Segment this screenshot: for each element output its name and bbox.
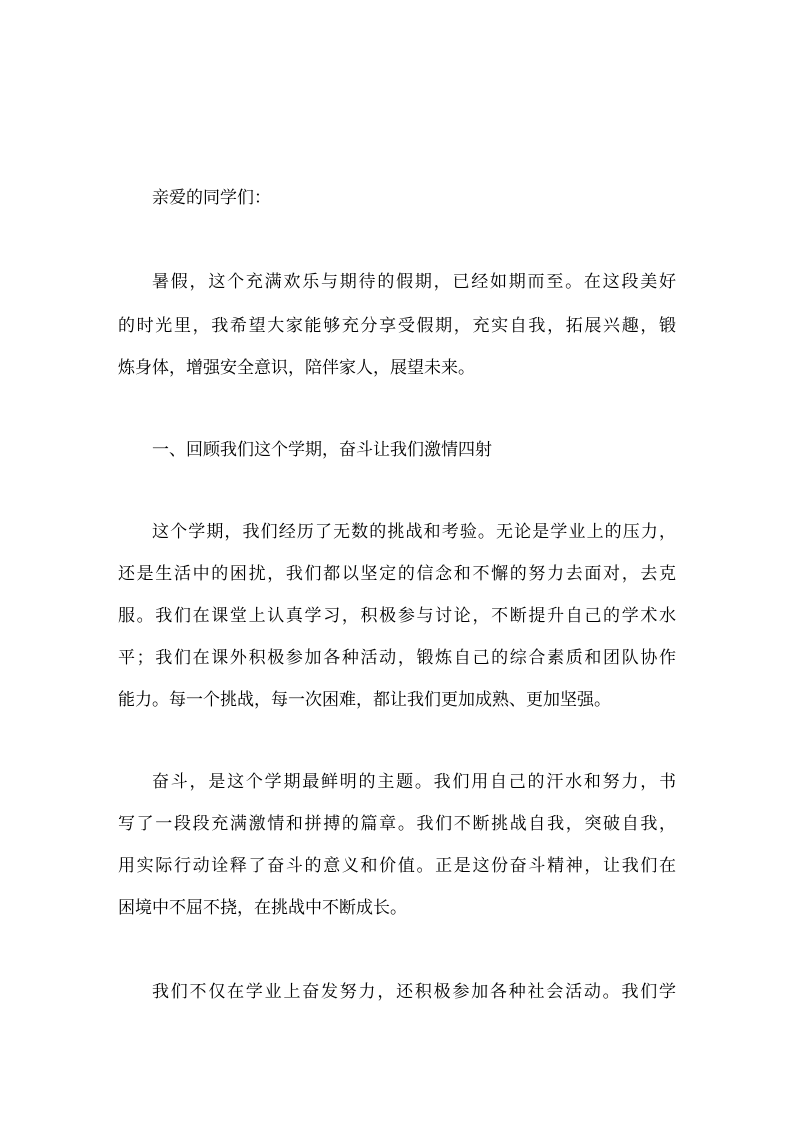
paragraph-1-line-2: 的时光里，我希望大家能够充分享受假期，充实自我，拓展兴趣，锻 — [118, 316, 676, 336]
paragraph-1-line-3: 炼身体，增强安全意识，陪伴家人，展望未来。 — [118, 358, 475, 378]
greeting: 亲爱的同学们： — [152, 188, 271, 208]
paragraph-2-line-3: 服。我们在课堂上认真学习，积极参与讨论，不断提升自己的学术水 — [118, 606, 676, 626]
paragraph-3-line-1: 奋斗，是这个学期最鲜明的主题。我们用自己的汗水和努力，书 — [152, 772, 676, 792]
paragraph-4-line-1: 我们不仅在学业上奋发努力，还积极参加各种社会活动。我们学 — [152, 982, 676, 1002]
paragraph-2-line-5: 能力。每一个挑战，每一次困难，都让我们更加成熟、更加坚强。 — [118, 690, 611, 710]
paragraph-2-line-4: 平；我们在课外积极参加各种活动，锻炼自己的综合素质和团队协作 — [118, 648, 676, 668]
paragraph-3-line-2: 写了一段段充满激情和拼搏的篇章。我们不断挑战自我，突破自我， — [118, 814, 676, 834]
paragraph-2-line-2: 还是生活中的困扰，我们都以坚定的信念和不懈的努力去面对，去克 — [118, 564, 676, 584]
paragraph-1-line-1: 暑假，这个充满欢乐与期待的假期，已经如期而至。在这段美好 — [152, 272, 676, 292]
paragraph-2-line-1: 这个学期，我们经历了无数的挑战和考验。无论是学业上的压力， — [152, 522, 676, 542]
section-heading-1: 一、回顾我们这个学期，奋斗让我们激情四射 — [152, 440, 492, 460]
paragraph-3-line-3: 用实际行动诠释了奋斗的意义和价值。正是这份奋斗精神，让我们在 — [118, 856, 676, 876]
paragraph-3-line-4: 困境中不屈不挠，在挑战中不断成长。 — [118, 898, 407, 918]
